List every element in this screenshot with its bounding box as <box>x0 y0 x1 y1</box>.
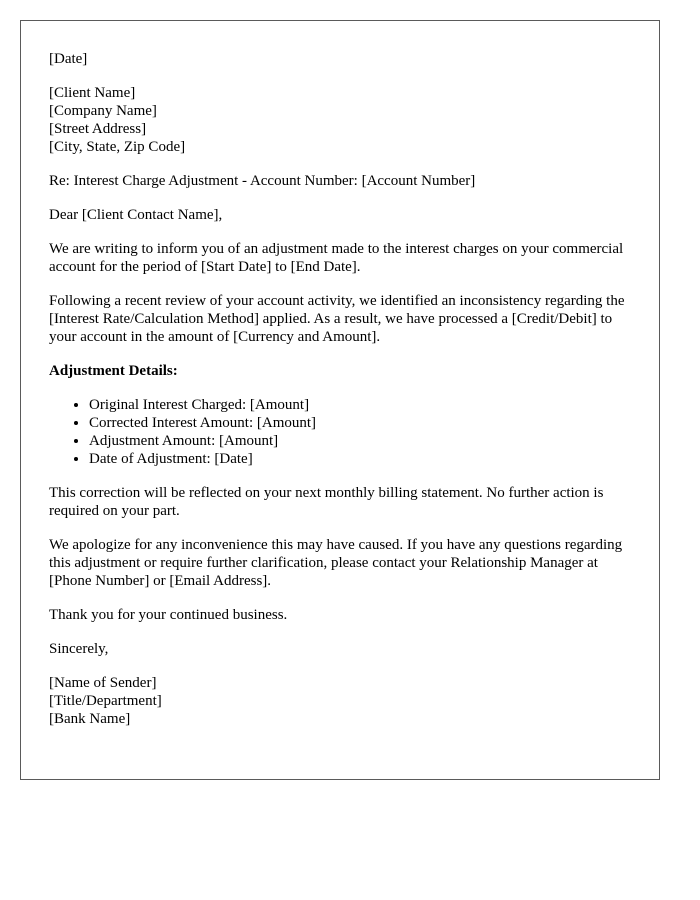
body-paragraph-4: We apologize for any inconvenience this may have caused. If you have any questions regarding this adjustment or require further clarification, please contact your Relationship Manager at [Phone Number] or [Email Address]. <box>49 537 623 589</box>
closing-thanks: Thank you for your continued business. <box>49 607 288 623</box>
adjustment-details-heading: Adjustment Details: <box>49 363 178 379</box>
body-paragraph-3: This correction will be reflected on your next monthly billing statement. No further action is required on your part. <box>49 485 604 519</box>
body-paragraph-2: Following a recent review of your account activity, we identified an inconsistency regarding the [Interest Rate/Calculation Method] applied. As a result, we have processed a [Credit/Debit] to your account in the amount of [Currency and Amount]. <box>49 293 625 345</box>
recipient-company-name: [Company Name] <box>49 103 157 119</box>
salutation: Dear [Client Contact Name], <box>49 207 223 223</box>
letter-date: [Date] <box>49 51 88 67</box>
sender-signature-block <box>49 674 631 728</box>
subject-line: Re: Interest Charge Adjustment - Account Number: [Account Number] <box>49 173 476 189</box>
sender-name: [Name of Sender] <box>49 675 157 691</box>
list-item: • Corrected Interest Amount: [Amount] <box>89 414 631 432</box>
list-item: • Adjustment Amount: [Amount] <box>89 432 631 450</box>
adjustment-details-list <box>49 396 631 468</box>
recipient-street-address: [Street Address] <box>49 121 147 137</box>
list-item: • Original Interest Charged: [Amount] <box>89 396 631 414</box>
sign-off: Sincerely, <box>49 641 109 657</box>
recipient-address <box>49 84 631 156</box>
list-item: • Date of Adjustment: [Date] <box>89 450 631 468</box>
sender-bank: [Bank Name] <box>49 711 131 727</box>
letter-page <box>20 20 660 780</box>
recipient-city-state-zip: [City, State, Zip Code] <box>49 139 186 155</box>
body-paragraph-1: We are writing to inform you of an adjustment made to the interest charges on your commercial account for the period of [Start Date] to [End Date]. <box>49 241 624 275</box>
sender-title: [Title/Department] <box>49 693 162 709</box>
recipient-client-name: [Client Name] <box>49 85 136 101</box>
